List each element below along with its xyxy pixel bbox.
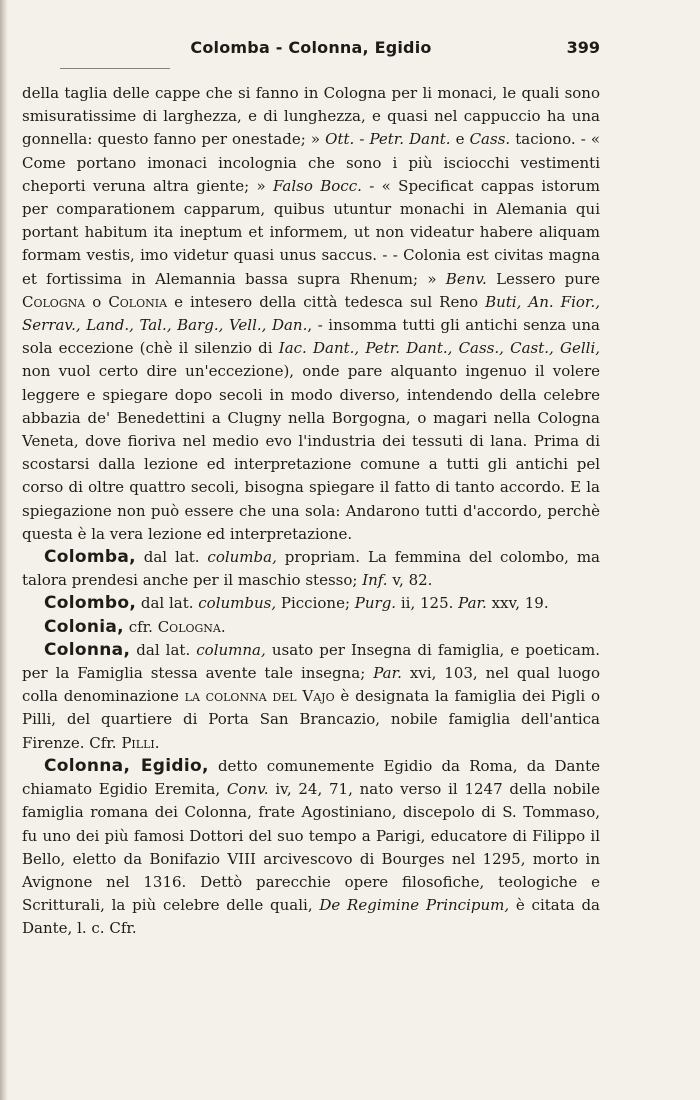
small-caps-term: Cologna — [22, 292, 86, 311]
citation: Cass. — [469, 130, 511, 149]
text-run: v, 82. — [387, 571, 433, 590]
small-caps-term: Colonia — [108, 292, 168, 311]
text-run: è designata la famiglia dei Pigli o Pilli, del quartiere di Porta San Brancazio, nobile famiglia dell'antica Firenze. Cfr. — [22, 687, 600, 752]
text-run: cfr. — [123, 617, 158, 636]
etymon: columna, — [196, 640, 266, 659]
entry-colonna — [22, 639, 600, 755]
entry-headword: Colonia, — [44, 616, 124, 637]
header-rule — [60, 68, 170, 69]
citation: Benv. — [445, 269, 487, 288]
entry-headword: Colombo, — [44, 593, 137, 614]
running-title: Colomba - Colonna, Egidio — [190, 38, 432, 57]
text-run: detto comunemente Egidio da Roma, da Dante chiamato Egidio Eremita, — [22, 756, 601, 799]
citation: Par. — [373, 664, 402, 683]
dictionary-text — [22, 82, 600, 941]
text-run: e intesero della città tedesca sul Reno — [167, 292, 486, 311]
citation: Purg. — [354, 594, 397, 613]
citation: Iac. Dant., Petr. Dant., Cass., Cast., Gelli, — [278, 339, 601, 358]
entry-colonna-egidio — [22, 755, 600, 941]
continued-paragraph — [22, 82, 600, 546]
citation: Buti, An. Fior., Serrav., Land., Tal., Barg., Vell., Dan. — [22, 292, 600, 335]
text-run: iv, 24, 71, nato verso il 1247 della nobile famiglia romana dei Colonna, frate Agostiniano, discepolo di S. Tommaso, fu uno dei più famosi Dottori del suo tempo a Parigi, educatore di Filippo il Bello, eletto da Bonifazio VIII arcivescovo di Bourges nel 1295, morto in Avignone nel 1316. Dettò parecchie opere filosofiche, teologiche e Scritturali, la più celebre delle quali, — [22, 780, 600, 915]
text-run: della taglia delle cappe che si fanno in Cologna per li monaci, le quali sono smisuratissime di larghezza, e di lunghezza, e quasi nel cappuccio ha una gonnella: questo fanno per onestade; » — [22, 84, 600, 149]
text-run: taciono. - « Come portano imonaci incolognia che sono i più isciocchi vestimenti cheporti veruna altra giente; » — [22, 130, 600, 195]
citation: Par. — [458, 594, 487, 613]
text-run: , - insomma tutti gli antichi senza una sola eccezione (chè il silenzio di — [22, 316, 600, 358]
text-run: dal lat. — [136, 594, 199, 613]
citation: Falso Bocc. — [273, 176, 362, 195]
work-title: De Regimine Principum, — [319, 896, 510, 915]
entry-headword: Colonna, Egidio, — [44, 755, 209, 776]
text-run: dal lat. — [130, 640, 197, 659]
text-run: dal lat. — [135, 548, 208, 567]
running-head — [22, 30, 600, 64]
text-run: propriam. La femmina del colombo, ma talora prendesi anche per il maschio stesso; — [22, 548, 600, 590]
entry-headword: Colomba, — [44, 547, 136, 568]
citation: Ott. - Petr. Dant. — [325, 130, 451, 149]
text-run: usato per Insegna di famiglia, e poeticam. per la Famiglia stessa avente tale insegna; — [22, 640, 600, 683]
text-run: Piccione; — [276, 594, 355, 613]
etymon: columbus, — [198, 594, 277, 613]
text-run: e — [450, 130, 470, 149]
entry-colomba — [22, 546, 600, 592]
text-run: ii, 125. — [396, 594, 459, 613]
small-caps-term: la colonna del Vajo — [184, 687, 335, 706]
book-page — [22, 30, 600, 941]
cross-reference: Cologna. — [157, 617, 226, 636]
page-binding-shadow — [0, 0, 8, 1100]
text-run: xvi, 103, nel qual luogo colla denominazione — [22, 664, 600, 706]
text-run: Lessero pure — [486, 269, 600, 288]
text-run: o — [85, 292, 109, 311]
cross-reference: Pilli. — [121, 733, 160, 752]
text-run: - « Specificat cappas istorum per comparationem capparum, quibus utuntur monachi in Alemania qui portant habitum ita ineptum et informem, ut non videatur habere aliquam formam vestis, imo videtur quasi unus saccus. - - Colonia est civitas magna et fortissima in Alemannia bassa supra Rhenum; » — [22, 176, 601, 288]
entry-colombo — [22, 592, 600, 615]
entry-headword: Colonna, — [44, 639, 131, 660]
page-number: 399 — [566, 38, 600, 57]
etymon: columba, — [207, 548, 277, 567]
citation: Conv. — [226, 780, 269, 799]
text-run: xxv, 19. — [486, 594, 549, 613]
entry-colonia — [22, 616, 600, 639]
citation: Inf. — [362, 571, 388, 590]
text-run: è citata da Dante, l. c. Cfr. — [22, 896, 600, 938]
text-run: non vuol certo dire un'eccezione), onde pare alquanto ingenuo il volere leggere e spiegare dopo secoli in modo diverso, intendendo della celebre abbazia de' Benedettini a Clugny nella Borgogna, o magari nella Cologna Veneta, dove fioriva nel medio evo l'industria dei tessuti di lana. Prima di scostarsi dalla lezione ed interpretazione comune a tutti gli antichi pel corso di oltre quattro secoli, bisogna spiegare il fatto di tanto accordo. E la spiegazione non può essere che una sola: Andarono tutti d'accordo, perchè questa è la vera lezione ed interpretazione. — [22, 362, 600, 543]
